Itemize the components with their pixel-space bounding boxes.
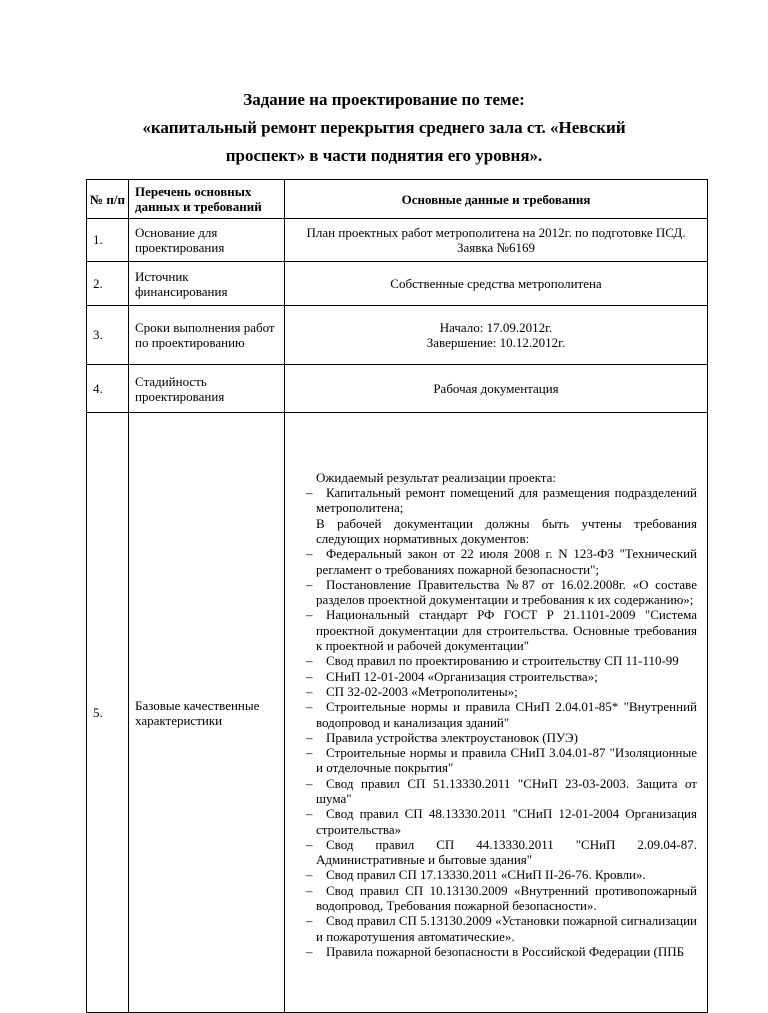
requirement-list-item: – СНиП 12-01-2004 «Организация строительства»; [316,669,697,684]
table-header-row [87,180,708,219]
row-name: Источник финансирования [129,262,285,306]
row-value: Собственные средства метрополитена [285,262,708,306]
requirements-list-cell [285,413,708,1013]
requirement-list-item: – Строительные нормы и правила СНиП 3.04.01-87 "Изоляционные и отделочные покрытия" [316,745,697,776]
row-number: 3. [87,306,129,365]
requirement-list-item: – Федеральный закон от 22 июля 2008 г. N 123-ФЗ "Технический регламент о требованиях пожарной безопасности"; [316,546,697,577]
table-row [87,306,708,365]
row-value: Рабочая документация [285,365,708,413]
requirement-list-item: – СП 32-02-2003 «Метрополитены»; [316,684,697,699]
document-title-line-3: проспект» в части поднятия его уровня». [225,146,543,165]
row-name: Стадийность проектирования [129,365,285,413]
row-number: 2. [87,262,129,306]
requirement-list-item: – Свод правил по проектированию и строительству СП 11-110-99 [316,653,697,668]
header-number: № п/п [87,180,129,219]
row-name: Сроки выполнения работ по проектированию [129,306,285,365]
requirements-table [86,179,708,1013]
header-main-data: Основные данные и требования [285,180,708,219]
table-row [87,365,708,413]
requirements-list [285,466,707,960]
requirement-list-item: – Правила устройства электроустановок (ПУЭ) [316,730,697,745]
requirement-list-item: – Свод правил СП 51.13330.2011 "СНиП 23-03-2003. Защита от шума" [316,776,697,807]
requirement-list-item: – Свод правил СП 48.13330.2011 "СНиП 12-01-2004 Организация строительства» [316,806,697,837]
start-date: Начало: 17.09.2012г. [439,320,553,335]
requirement-list-item: – Правила пожарной безопасности в Российской Федерации (ППБ [316,944,697,959]
requirement-list-item: – Свод правил СП 10.13130.2009 «Внутренний противопожарный водопровод, Требования пожарной безопасности». [316,883,697,914]
requirement-list-item: – Строительные нормы и правила СНиП 2.04.01-85* "Внутренний водопровод и канализация зданий" [316,699,697,730]
requirement-list-item: – Свод правил СП 5.13130.2009 «Установки пожарной сигнализации и пожаротушения автоматические». [316,913,697,944]
requirement-text: В рабочей документации должны быть учтены требования следующих нормативных документов: [316,515,697,546]
row-name: Основание для проектирования [129,219,285,262]
requirement-text: Ожидаемый результат реализации проекта: [316,469,557,485]
row-number: 4. [87,365,129,413]
row-number: 5. [87,413,129,1013]
requirement-list-item: – Национальный стандарт РФ ГОСТ Р 21.1101-2009 "Система проектной документации для строительства. Основные требования к проектной и рабочей документации" [316,607,697,653]
requirement-list-item: – Свод правил СП 44.13330.2011 "СНиП 2.09.04-87. Административные и бытовые здания" [316,837,697,868]
row-value [285,306,708,365]
end-date: Завершение: 10.12.2012г. [426,335,566,350]
row-number: 1. [87,219,129,262]
table-row [87,219,708,262]
requirement-list-item: – Капитальный ремонт помещений для размещения подразделений метрополитена; [316,485,697,516]
requirement-list-item: – Свод правил СП 17.13330.2011 «СНиП II-26-76. Кровли». [316,867,697,882]
header-requirements-list: Перечень основных данных и требований [129,180,285,219]
document-title-line-2: «капитальный ремонт перекрытия среднего зала ст. «Невский [142,118,626,137]
requirement-list-item: – Постановление Правительства №87 от 16.02.2008г. «О составе разделов проектной документации и требования к их содержанию»; [316,577,697,608]
document-title-line-1: Задание на проектирование по теме: [243,90,525,109]
row-name: Базовые качественные характеристики [129,413,285,1013]
row-value: План проектных работ метрополитена на 2012г. по подготовке ПСД. Заявка №6169 [285,219,708,262]
table-row [87,262,708,306]
table-row [87,413,708,1013]
